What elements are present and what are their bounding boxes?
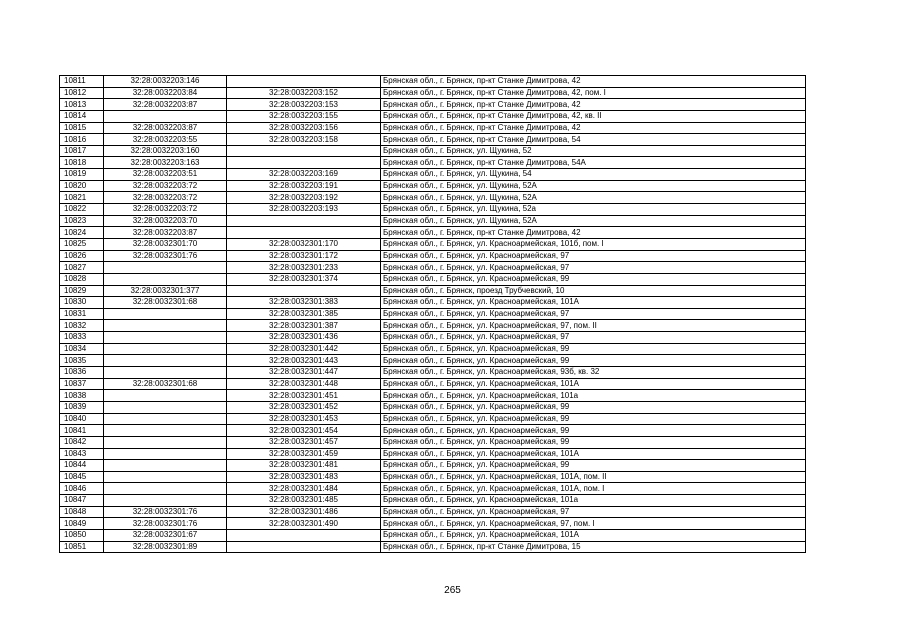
address-cell: Брянская обл., г. Брянск, ул. Щукина, 52А	[381, 215, 806, 227]
address-cell: Брянская обл., г. Брянск, пр-кт Станке Димитрова, 42	[381, 99, 806, 111]
table-row	[60, 448, 806, 460]
address-cell: Брянская обл., г. Брянск, ул. Красноармейская, 101б, пом. I	[381, 238, 806, 250]
cadastral-number-cell: 32:28:0032301:76	[104, 506, 227, 518]
address-cell: Брянская обл., г. Брянск, пр-кт Станке Димитрова, 42	[381, 122, 806, 134]
table-row	[60, 471, 806, 483]
cadastral-number-cell: 32:28:0032301:76	[104, 250, 227, 262]
record-number-cell: 10817	[60, 145, 104, 157]
object-cadastral-number-cell	[227, 529, 381, 541]
address-cell: Брянская обл., г. Брянск, пр-кт Станке Димитрова, 42	[381, 227, 806, 239]
table-row	[60, 238, 806, 250]
address-cell: Брянская обл., г. Брянск, пр-кт Станке Димитрова, 42	[381, 76, 806, 88]
address-cell: Брянская обл., г. Брянск, ул. Красноармейская, 99	[381, 355, 806, 367]
object-cadastral-number-cell	[227, 145, 381, 157]
cadastral-number-cell	[104, 436, 227, 448]
object-cadastral-number-cell: 32:28:0032301:383	[227, 297, 381, 309]
table-row	[60, 250, 806, 262]
cadastral-number-cell	[104, 308, 227, 320]
table-row	[60, 180, 806, 192]
address-cell: Брянская обл., г. Брянск, пр-кт Станке Димитрова, 54А	[381, 157, 806, 169]
address-cell: Брянская обл., г. Брянск, ул. Красноармейская, 97	[381, 332, 806, 344]
table-row	[60, 332, 806, 344]
record-number-cell: 10840	[60, 413, 104, 425]
page-number: 265	[444, 585, 461, 596]
record-number-cell: 10839	[60, 401, 104, 413]
record-number-cell: 10847	[60, 495, 104, 507]
cadastral-number-cell: 32:28:0032203:51	[104, 169, 227, 181]
object-cadastral-number-cell: 32:28:0032301:452	[227, 401, 381, 413]
table-row	[60, 87, 806, 99]
cadastral-number-cell: 32:28:0032301:89	[104, 541, 227, 553]
record-number-cell: 10822	[60, 204, 104, 216]
object-cadastral-number-cell: 32:28:0032301:448	[227, 378, 381, 390]
record-number-cell: 10841	[60, 425, 104, 437]
address-cell: Брянская обл., г. Брянск, ул. Красноармейская, 99	[381, 401, 806, 413]
object-cadastral-number-cell: 32:28:0032203:193	[227, 204, 381, 216]
table-row	[60, 297, 806, 309]
address-cell: Брянская обл., г. Брянск, пр-кт Станке Димитрова, 15	[381, 541, 806, 553]
address-cell: Брянская обл., г. Брянск, ул. Красноармейская, 99	[381, 273, 806, 285]
table-row	[60, 227, 806, 239]
object-cadastral-number-cell: 32:28:0032203:155	[227, 110, 381, 122]
record-number-cell: 10838	[60, 390, 104, 402]
record-number-cell: 10818	[60, 157, 104, 169]
cadastral-number-cell: 32:28:0032203:72	[104, 180, 227, 192]
table-row	[60, 401, 806, 413]
cadastral-number-cell	[104, 320, 227, 332]
cadastral-number-cell: 32:28:0032203:87	[104, 99, 227, 111]
address-cell: Брянская обл., г. Брянск, ул. Щукина, 52А	[381, 180, 806, 192]
record-number-cell: 10842	[60, 436, 104, 448]
address-cell: Брянская обл., г. Брянск, ул. Красноармейская, 99	[381, 436, 806, 448]
record-number-cell: 10815	[60, 122, 104, 134]
address-cell: Брянская обл., г. Брянск, ул. Красноармейская, 97	[381, 262, 806, 274]
table-row	[60, 273, 806, 285]
cadastral-number-cell	[104, 390, 227, 402]
object-cadastral-number-cell: 32:28:0032301:172	[227, 250, 381, 262]
record-number-cell: 10846	[60, 483, 104, 495]
cadastral-number-cell: 32:28:0032203:87	[104, 227, 227, 239]
table-row	[60, 145, 806, 157]
record-number-cell: 10834	[60, 343, 104, 355]
record-number-cell: 10837	[60, 378, 104, 390]
address-cell: Брянская обл., г. Брянск, ул. Красноармейская, 101а	[381, 390, 806, 402]
address-cell: Брянская обл., г. Брянск, ул. Щукина, 54	[381, 169, 806, 181]
object-cadastral-number-cell: 32:28:0032301:443	[227, 355, 381, 367]
address-cell: Брянская обл., г. Брянск, ул. Красноармейская, 97, пом. II	[381, 320, 806, 332]
record-number-cell: 10849	[60, 518, 104, 530]
object-cadastral-number-cell: 32:28:0032203:153	[227, 99, 381, 111]
table-row	[60, 541, 806, 553]
object-cadastral-number-cell	[227, 227, 381, 239]
object-cadastral-number-cell: 32:28:0032301:483	[227, 471, 381, 483]
record-number-cell: 10824	[60, 227, 104, 239]
record-number-cell: 10820	[60, 180, 104, 192]
address-cell: Брянская обл., г. Брянск, проезд Трубчевский, 10	[381, 285, 806, 297]
record-number-cell: 10816	[60, 134, 104, 146]
object-cadastral-number-cell: 32:28:0032301:457	[227, 436, 381, 448]
cadastral-number-cell: 32:28:0032301:68	[104, 297, 227, 309]
record-number-cell: 10825	[60, 238, 104, 250]
table-row	[60, 495, 806, 507]
object-cadastral-number-cell	[227, 215, 381, 227]
table-row	[60, 157, 806, 169]
address-cell: Брянская обл., г. Брянск, ул. Красноармейская, 97	[381, 308, 806, 320]
cadastral-number-cell	[104, 460, 227, 472]
address-cell: Брянская обл., г. Брянск, ул. Красноармейская, 99	[381, 460, 806, 472]
object-cadastral-number-cell: 32:28:0032301:454	[227, 425, 381, 437]
object-cadastral-number-cell: 32:28:0032301:374	[227, 273, 381, 285]
table-row	[60, 483, 806, 495]
address-cell: Брянская обл., г. Брянск, ул. Красноармейская, 93б, кв. 32	[381, 367, 806, 379]
table-row	[60, 367, 806, 379]
record-number-cell: 10819	[60, 169, 104, 181]
record-number-cell: 10831	[60, 308, 104, 320]
table-row	[60, 518, 806, 530]
record-number-cell: 10827	[60, 262, 104, 274]
record-number-cell: 10835	[60, 355, 104, 367]
record-number-cell: 10830	[60, 297, 104, 309]
address-cell: Брянская обл., г. Брянск, ул. Красноармейская, 101А	[381, 529, 806, 541]
cadastral-number-cell	[104, 471, 227, 483]
record-number-cell: 10821	[60, 192, 104, 204]
object-cadastral-number-cell: 32:28:0032301:485	[227, 495, 381, 507]
cadastral-number-cell: 32:28:0032301:377	[104, 285, 227, 297]
cadastral-number-cell: 32:28:0032301:67	[104, 529, 227, 541]
object-cadastral-number-cell: 32:28:0032301:387	[227, 320, 381, 332]
object-cadastral-number-cell: 32:28:0032301:436	[227, 332, 381, 344]
cadastral-number-cell: 32:28:0032203:72	[104, 192, 227, 204]
cadastral-number-cell: 32:28:0032203:163	[104, 157, 227, 169]
object-cadastral-number-cell: 32:28:0032203:191	[227, 180, 381, 192]
cadastral-number-cell	[104, 110, 227, 122]
cadastral-number-cell	[104, 495, 227, 507]
table-row	[60, 460, 806, 472]
object-cadastral-number-cell: 32:28:0032301:170	[227, 238, 381, 250]
registry-table	[59, 75, 806, 553]
address-cell: Брянская обл., г. Брянск, ул. Красноармейская, 101А	[381, 378, 806, 390]
record-number-cell: 10844	[60, 460, 104, 472]
cadastral-number-cell: 32:28:0032203:70	[104, 215, 227, 227]
table-row	[60, 134, 806, 146]
record-number-cell: 10814	[60, 110, 104, 122]
table-row	[60, 529, 806, 541]
table-row	[60, 122, 806, 134]
cadastral-number-cell: 32:28:0032301:70	[104, 238, 227, 250]
object-cadastral-number-cell: 32:28:0032203:169	[227, 169, 381, 181]
cadastral-number-cell	[104, 367, 227, 379]
cadastral-number-cell: 32:28:0032203:72	[104, 204, 227, 216]
cadastral-number-cell	[104, 273, 227, 285]
address-cell: Брянская обл., г. Брянск, ул. Красноармейская, 99	[381, 343, 806, 355]
record-number-cell: 10833	[60, 332, 104, 344]
table-row	[60, 204, 806, 216]
record-number-cell: 10811	[60, 76, 104, 88]
table-row	[60, 320, 806, 332]
record-number-cell: 10812	[60, 87, 104, 99]
address-cell: Брянская обл., г. Брянск, ул. Красноармейская, 97, пом. I	[381, 518, 806, 530]
address-cell: Брянская обл., г. Брянск, ул. Щукина, 52	[381, 145, 806, 157]
address-cell: Брянская обл., г. Брянск, ул. Красноармейская, 97	[381, 250, 806, 262]
table-row	[60, 285, 806, 297]
table-row	[60, 76, 806, 88]
table-row	[60, 308, 806, 320]
record-number-cell: 10836	[60, 367, 104, 379]
object-cadastral-number-cell: 32:28:0032203:152	[227, 87, 381, 99]
cadastral-number-cell	[104, 355, 227, 367]
cadastral-number-cell: 32:28:0032203:87	[104, 122, 227, 134]
object-cadastral-number-cell: 32:28:0032301:442	[227, 343, 381, 355]
object-cadastral-number-cell	[227, 76, 381, 88]
record-number-cell: 10829	[60, 285, 104, 297]
address-cell: Брянская обл., г. Брянск, ул. Красноармейская, 101А	[381, 297, 806, 309]
table-row	[60, 378, 806, 390]
table-row	[60, 110, 806, 122]
cadastral-number-cell	[104, 483, 227, 495]
object-cadastral-number-cell: 32:28:0032301:459	[227, 448, 381, 460]
cadastral-number-cell	[104, 343, 227, 355]
address-cell: Брянская обл., г. Брянск, ул. Красноармейская, 101А, пом. II	[381, 471, 806, 483]
record-number-cell: 10832	[60, 320, 104, 332]
cadastral-number-cell: 32:28:0032203:146	[104, 76, 227, 88]
object-cadastral-number-cell: 32:28:0032301:233	[227, 262, 381, 274]
registry-table-body	[60, 76, 806, 553]
record-number-cell: 10823	[60, 215, 104, 227]
address-cell: Брянская обл., г. Брянск, пр-кт Станке Димитрова, 42, пом. I	[381, 87, 806, 99]
address-cell: Брянская обл., г. Брянск, ул. Красноармейская, 97	[381, 506, 806, 518]
object-cadastral-number-cell: 32:28:0032301:486	[227, 506, 381, 518]
table-row	[60, 215, 806, 227]
table-row	[60, 355, 806, 367]
object-cadastral-number-cell: 32:28:0032301:490	[227, 518, 381, 530]
record-number-cell: 10828	[60, 273, 104, 285]
cadastral-number-cell: 32:28:0032301:68	[104, 378, 227, 390]
table-row	[60, 262, 806, 274]
record-number-cell: 10851	[60, 541, 104, 553]
table-row	[60, 99, 806, 111]
object-cadastral-number-cell: 32:28:0032301:481	[227, 460, 381, 472]
object-cadastral-number-cell: 32:28:0032301:385	[227, 308, 381, 320]
cadastral-number-cell	[104, 413, 227, 425]
cadastral-number-cell	[104, 425, 227, 437]
object-cadastral-number-cell	[227, 157, 381, 169]
cadastral-number-cell	[104, 401, 227, 413]
cadastral-number-cell: 32:28:0032301:76	[104, 518, 227, 530]
table-row	[60, 506, 806, 518]
address-cell: Брянская обл., г. Брянск, ул. Красноармейская, 101а	[381, 495, 806, 507]
record-number-cell: 10826	[60, 250, 104, 262]
cadastral-number-cell: 32:28:0032203:84	[104, 87, 227, 99]
object-cadastral-number-cell: 32:28:0032301:453	[227, 413, 381, 425]
object-cadastral-number-cell: 32:28:0032203:158	[227, 134, 381, 146]
record-number-cell: 10813	[60, 99, 104, 111]
address-cell: Брянская обл., г. Брянск, ул. Красноармейская, 99	[381, 413, 806, 425]
object-cadastral-number-cell: 32:28:0032301:484	[227, 483, 381, 495]
table-row	[60, 390, 806, 402]
address-cell: Брянская обл., г. Брянск, ул. Красноармейская, 101А	[381, 448, 806, 460]
address-cell: Брянская обл., г. Брянск, ул. Красноармейская, 99	[381, 425, 806, 437]
object-cadastral-number-cell: 32:28:0032203:192	[227, 192, 381, 204]
record-number-cell: 10850	[60, 529, 104, 541]
cadastral-number-cell	[104, 262, 227, 274]
address-cell: Брянская обл., г. Брянск, ул. Красноармейская, 101А, пом. I	[381, 483, 806, 495]
address-cell: Брянская обл., г. Брянск, пр-кт Станке Димитрова, 42, кв. II	[381, 110, 806, 122]
address-cell: Брянская обл., г. Брянск, пр-кт Станке Димитрова, 54	[381, 134, 806, 146]
cadastral-number-cell: 32:28:0032203:55	[104, 134, 227, 146]
cadastral-number-cell	[104, 332, 227, 344]
table-row	[60, 343, 806, 355]
record-number-cell: 10845	[60, 471, 104, 483]
object-cadastral-number-cell: 32:28:0032301:447	[227, 367, 381, 379]
table-row	[60, 436, 806, 448]
address-cell: Брянская обл., г. Брянск, ул. Щукина, 52а	[381, 204, 806, 216]
address-cell: Брянская обл., г. Брянск, ул. Щукина, 52А	[381, 192, 806, 204]
cadastral-number-cell	[104, 448, 227, 460]
record-number-cell: 10848	[60, 506, 104, 518]
cadastral-number-cell: 32:28:0032203:160	[104, 145, 227, 157]
object-cadastral-number-cell	[227, 285, 381, 297]
object-cadastral-number-cell: 32:28:0032203:156	[227, 122, 381, 134]
record-number-cell: 10843	[60, 448, 104, 460]
table-row	[60, 425, 806, 437]
object-cadastral-number-cell: 32:28:0032301:451	[227, 390, 381, 402]
table-row	[60, 192, 806, 204]
object-cadastral-number-cell	[227, 541, 381, 553]
table-row	[60, 413, 806, 425]
table-row	[60, 169, 806, 181]
